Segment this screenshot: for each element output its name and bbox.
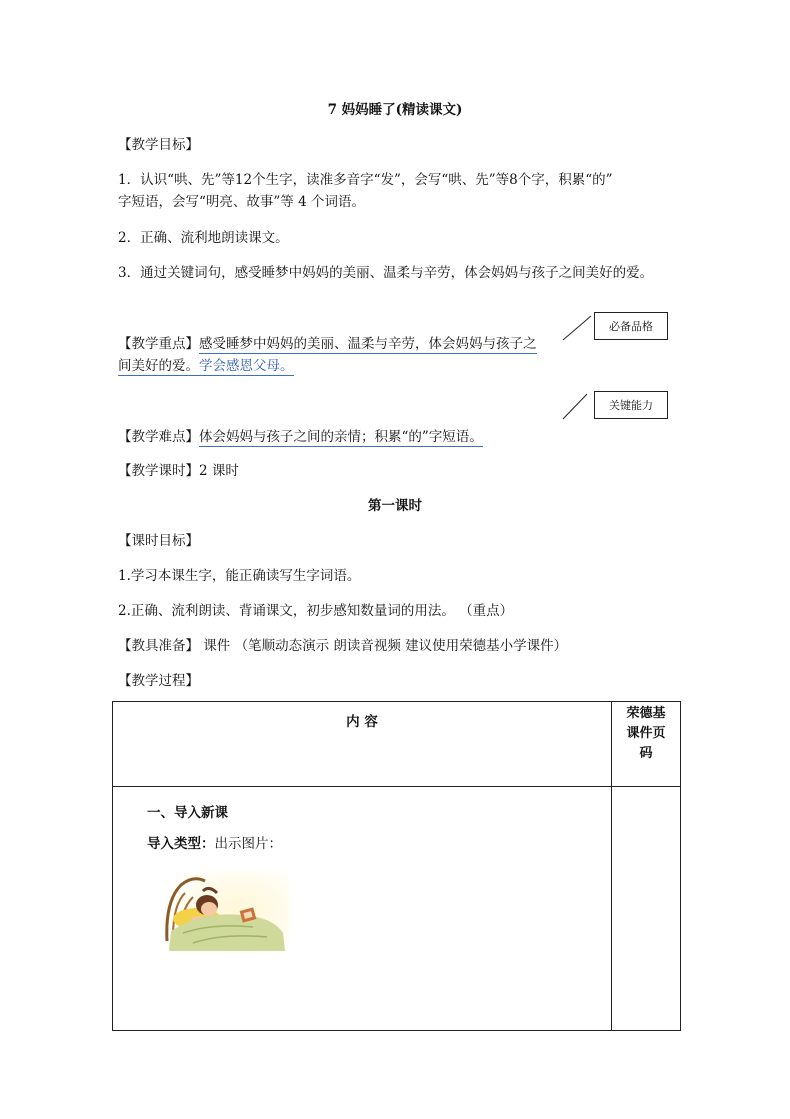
difficulty-label: 【教学难点】 [118,429,199,445]
header-courseware-page [612,702,681,787]
process-heading: 【教学过程】 [118,673,199,689]
lesson-goal-2: 2.正确、流利朗读、背诵课文，初步感知数量词的用法。 （重点） [118,603,514,619]
table-header-row [113,702,681,787]
goal-2: 2．正确、流利地朗读课文。 [118,230,289,246]
goal-3: 3．通过关键词句，感受睡梦中妈妈的美丽、温柔与辛劳，体会妈妈与孩子之间美好的爱。 [118,265,654,281]
goal-1-line-1: 1．认识“哄、先”等12个生字，读准多音字“发”，会写“哄、先”等8个字，积累“的” [118,172,613,188]
key-ability-tag: 关键能力 [594,391,668,419]
key-points-gratitude: 学会感恩父母。 [199,358,294,374]
intro-type-value: 出示图片： [214,836,282,852]
header-courseware-page-text: 荣德基课件页码 [626,706,666,761]
process-table [112,701,681,1031]
lesson-goal-1: 1.学习本课生字，能正确读写生字词语。 [118,568,361,584]
header-content: 内 容 [113,702,612,787]
difficulty [118,425,483,445]
key-points-text-2: 间美好的爱。 [118,358,199,374]
intro-type [147,832,282,852]
goal-1-line-2: 字短语，会写“明亮、故事”等 4 个词语。 [118,194,365,210]
page-number-cell [612,787,681,1031]
key-points-text: 感受睡梦中妈妈的美丽、温柔与辛劳，体会妈妈与孩子之 [199,336,537,352]
section-title: 一、导入新课 [147,805,228,821]
document-title: 7 妈妈睡了(精读课文) [327,102,463,118]
essential-character-tag: 必备品格 [594,312,668,340]
content-cell [113,787,612,1031]
sleeping-mother-illustration [163,871,289,953]
table-row [113,787,681,1031]
lesson-goals-heading: 【课时目标】 [118,533,199,549]
lesson-1-heading: 第一课时 [368,498,422,514]
teaching-goals-heading: 【教学目标】 [118,137,199,153]
lesson-hours: 【教学课时】2 课时 [118,463,239,479]
intro-type-label: 导入类型： [147,836,215,852]
key-points-label: 【教学重点】 [118,336,199,352]
teaching-tools: 【教具准备】 课件 （笔顺动态演示 朗读音视频 建议使用荣德基小学课件） [118,638,568,654]
difficulty-text: 体会妈妈与孩子之间的亲情；积累“的”字短语。 [199,429,483,445]
